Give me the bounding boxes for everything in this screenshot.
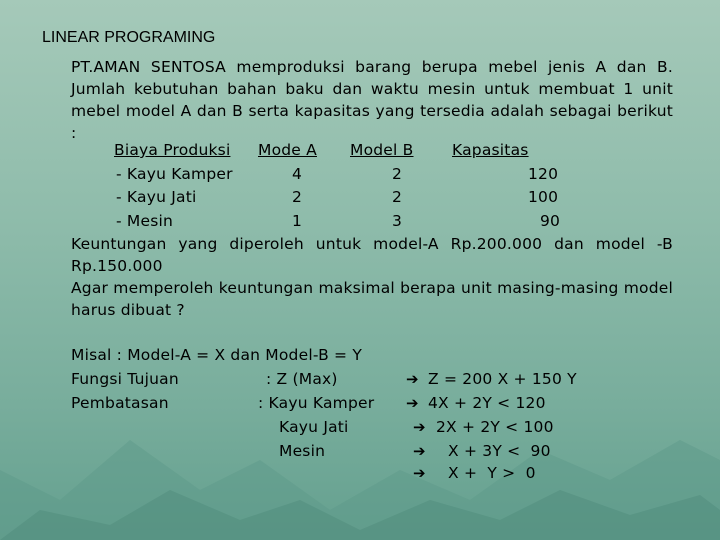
row-mesin-b: 3 xyxy=(392,212,403,230)
constraint-kayu-kamper-label: : Kayu Kamper xyxy=(258,394,375,412)
arrow-icon: ➔ xyxy=(413,464,426,482)
arrow-icon: ➔ xyxy=(406,370,419,388)
objective-expression: Z = 200 X + 150 Y xyxy=(428,370,577,388)
constraint-nonneg-expr: X + Y > 0 xyxy=(448,464,536,482)
question-paragraph: Agar memperoleh keuntungan maksimal berapa unit masing-masing model harus dibuat ? xyxy=(71,279,673,319)
arrow-icon: ➔ xyxy=(413,418,426,436)
constraint-mesin-label: Mesin xyxy=(279,442,326,460)
constraint-kayu-jati-expr: 2X + 2Y < 100 xyxy=(436,418,554,436)
arrow-icon: ➔ xyxy=(413,442,426,460)
pembatasan-label: Pembatasan xyxy=(71,394,169,412)
fungsi-tujuan-label: Fungsi Tujuan xyxy=(71,370,179,388)
arrow-icon: ➔ xyxy=(406,394,419,412)
misal-line: Misal : Model-A = X dan Model-B = Y xyxy=(71,346,363,364)
row-mesin-a: 1 xyxy=(292,212,303,230)
constraint-kayu-kamper-expr: 4X + 2Y < 120 xyxy=(428,394,546,412)
row-kayu-jati-cap: 100 xyxy=(528,188,559,206)
fungsi-tujuan-value: : Z (Max) xyxy=(266,370,338,388)
constraint-mesin-expr: X + 3Y < 90 xyxy=(448,442,551,460)
row-kayu-jati-label: - Kayu Jati xyxy=(116,188,197,206)
row-kayu-jati-a: 2 xyxy=(292,188,303,206)
header-model-a: Mode A xyxy=(258,141,317,159)
row-kayu-kamper-a: 4 xyxy=(292,165,303,183)
header-model-b: Model B xyxy=(350,141,414,159)
row-kayu-kamper-b: 2 xyxy=(392,165,403,183)
row-kayu-jati-b: 2 xyxy=(392,188,403,206)
row-kayu-kamper-cap: 120 xyxy=(528,165,559,183)
header-biaya-produksi: Biaya Produksi xyxy=(114,141,231,159)
header-kapasitas: Kapasitas xyxy=(452,141,529,159)
slide-title: LINEAR PROGRAMING xyxy=(42,29,216,46)
constraint-kayu-jati-label: Kayu Jati xyxy=(279,418,349,436)
row-mesin-cap: 90 xyxy=(540,212,561,230)
profit-paragraph: Keuntungan yang diperoleh untuk model-A Rp.200.000 dan model -B Rp.150.000 xyxy=(71,235,673,275)
row-kayu-kamper-label: - Kayu Kamper xyxy=(116,165,233,183)
intro-paragraph: PT.AMAN SENTOSA memproduksi barang berupa mebel jenis A dan B. Jumlah kebutuhan bahan baku dan waktu mesin untuk membuat 1 unit mebel model A dan B serta kapasitas yang tersedia adalah sebagai berikut : xyxy=(71,58,673,142)
row-mesin-label: - Mesin xyxy=(116,212,174,230)
